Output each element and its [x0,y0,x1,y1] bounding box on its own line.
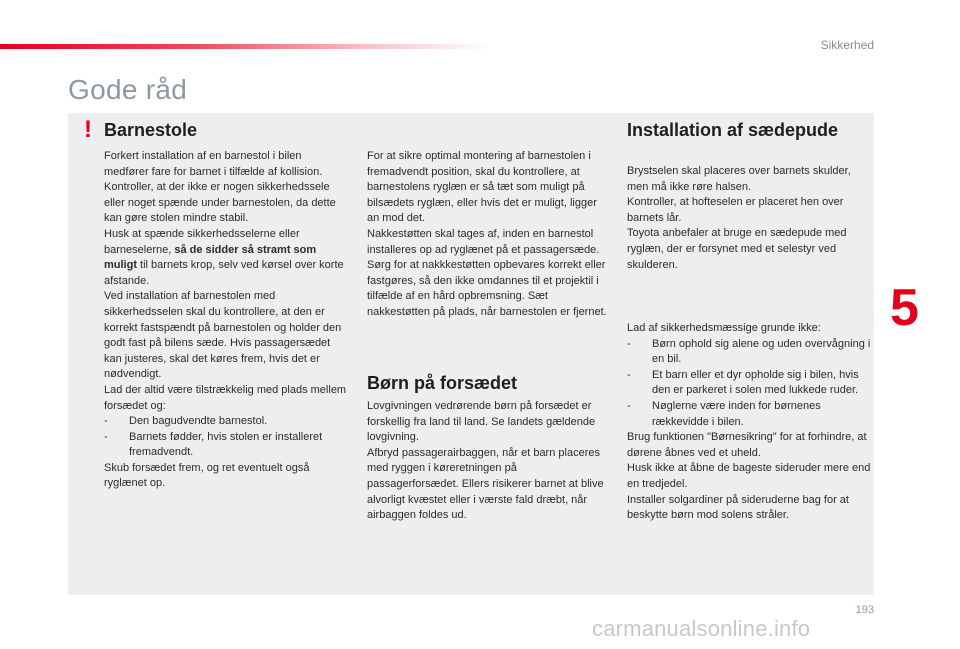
watermark: carmanualsonline.info [592,616,811,641]
chapter-number: 5 [890,279,919,337]
paragraph: Installer solgardiner på sideruderne bag for at beskytte børn mod solens stråler. [627,493,849,522]
warning-icon: ! [84,116,92,143]
list-item: - Barnets fødder, hvis stolen er installeret fremadvendt. [104,430,323,459]
born-forsaede-text [367,399,607,524]
paragraph: For at sikre optimal montering af barnestolen i fremadvendt position, skal du kontrollere, at barnestolens ryglæn er så tæt som muligt på bilsædets ryglæn, eller hvis det er muligt, ligger an mod det. [367,150,597,225]
paragraph: Afbryd passagerairbaggen, når et barn placeres med ryggen i køreretningen på passagerforsædet. Ellers risikerer barnet at blive alvorligt kvæstet eller i værste fald dræbt, når airbaggen foldes ud. [367,446,604,522]
paragraph: Lovgivningen vedrørende børn på forsædet er forskellig fra land til land. Se landets gældende lovgivning. [367,400,596,444]
list-item: - Den bagudvendte barnestol. [104,415,268,428]
paragraph: Lad der altid være tilstrækkelig med plads mellem forsædet og: [104,383,347,412]
paragraph: Lad af sikkerhedsmæssige grunde ikke: [627,322,821,334]
list-item: - Et barn eller et dyr opholde sig i bilen, hvis den er parkeret i solen med lukkede ruder. [627,368,859,397]
sikkerhed-grunde-text [627,321,871,524]
paragraph: Husk ikke at åbne de bageste sideruder mere end en tredjedel. [627,462,871,490]
heading-barnestole: Barnestole [104,120,198,140]
paragraph: Sørg for at nakkkestøtten opbevares korrekt eller fastgøres, så den ikke omdannes til et projektil i tilfælde af en hård opbremsning. Sæt nakkestøtten på plads, når barnestolen er fjernet. [367,259,607,318]
paragraph: Husk at spænde sikkerhedsselerne eller barneselerne, så de sidder så stramt som muligt til barnets krop, selv ved kørsel over korte afstande. [104,227,344,287]
paragraph: Nakkestøtten skal tages af, inden en barnestol installeres op ad ryglænet på et passagersæde. [367,227,600,256]
barnestole-column-1 [104,149,349,492]
list-item: - Børn ophold sig alene og uden overvågning i en bil. [627,337,871,366]
page-number: 193 [855,604,874,616]
paragraph: Brug funktionen "Børnesikring" for at forhindre, at dørene åbnes ved et uheld. [627,431,867,459]
page-title: Gode råd [68,74,188,105]
emphasis-text: så de sidder så stramt som muligt [104,243,317,272]
heading-born-forsaede: Børn på forsædet [367,373,518,393]
paragraph: Ved installation af barnestolen med sikkerhedsselen skal du kontrollere, at den er korrekt fastspændt på barnestolen og holder den godt fast på bilens sæde. Hvis passagersædet kan justeres, skal det køres frem, hvis det er nødvendigt. [104,290,342,381]
paragraph: Kontroller, at hofteselen er placeret hen over barnets lår. [627,196,844,224]
paragraph: Forkert installation af en barnestol i bilen medfører fare for barnet i tilfælde af kollision. [104,150,323,178]
barnestole-column-2 [367,149,607,321]
header-accent-bar [0,44,490,49]
saedepude-text [627,164,871,273]
paragraph: Toyota anbefaler at bruge en sædepude med ryglæn, der er forsynet med et selestyr ved skulderen. [627,227,847,271]
paragraph: Brystselen skal placeres over barnets skulder, men må ikke røre halsen. [627,165,851,193]
paragraph: Skub forsædet frem, og ret eventuelt også ryglænet op. [104,461,310,490]
section-title: Sikkerhed [820,38,874,52]
heading-saedepude: Installation af sædepude [627,120,839,140]
paragraph: Kontroller, at der ikke er nogen sikkerhedssele eller noget spænde under barnestolen, da dette kan gøre stolen mindre stabil. [104,181,336,225]
list-item: - Nøglerne være inden for børnenes rækkevidde i bilen. [627,399,821,428]
